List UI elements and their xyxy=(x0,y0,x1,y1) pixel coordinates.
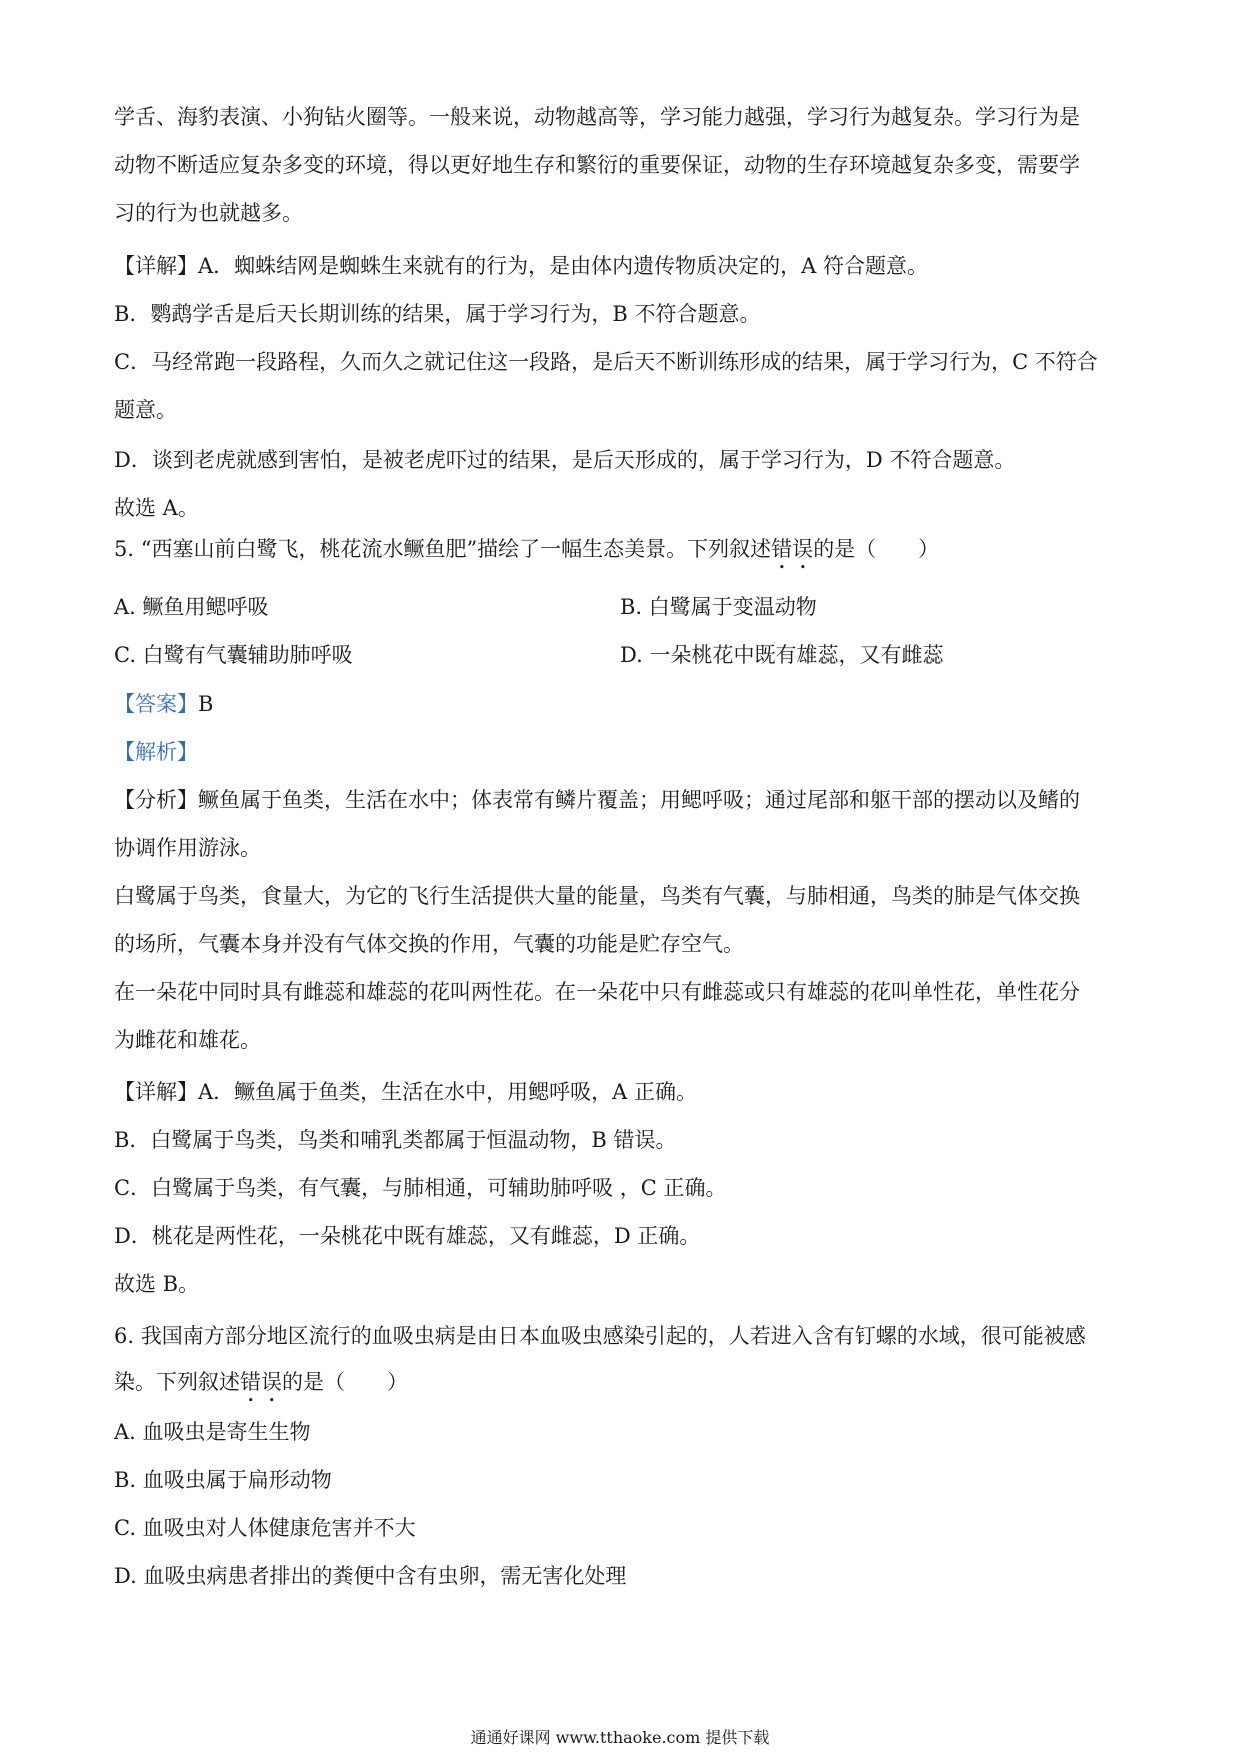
q5-analysis-3b: 为雌花和雄花。 xyxy=(114,1028,261,1052)
q5-detail-a xyxy=(114,1078,697,1106)
q6-stem-prefix: 染。下列叙述 xyxy=(114,1370,240,1394)
q5-detail-d: D．桃花是两性花，一朵桃花中既有雄蕊，又有雌蕊，D 正确。 xyxy=(114,1224,701,1248)
q5-analysis-label xyxy=(114,738,198,766)
q6-stem-suffix: 的是（ ） xyxy=(282,1370,408,1394)
analysis-label: 【解析】 xyxy=(114,740,198,764)
q5-analysis-1a xyxy=(114,786,1080,814)
page-footer: 通通好课网 www.tthaoke.com 提供下载 xyxy=(470,1728,770,1747)
q5-detail-b: B．白鹭属于鸟类，鸟类和哺乳类都属于恒温动物，B 错误。 xyxy=(114,1128,677,1152)
q4-intro-line-3: 习的行为也就越多。 xyxy=(114,201,303,225)
q5-analysis-2b: 的场所，气囊本身并没有气体交换的作用，气囊的功能是贮存空气。 xyxy=(114,932,744,956)
q5-option-c: C. 白鹭有气囊辅助肺呼吸 xyxy=(114,643,353,667)
detail-text: A．鳜鱼属于鱼类，生活在水中，用鳃呼吸，A 正确。 xyxy=(198,1080,698,1104)
q5-answer xyxy=(114,690,213,718)
analysis-text: 鳜鱼属于鱼类，生活在水中；体表常有鳞片覆盖；用鳃呼吸；通过尾部和躯干部的摆动以及鳍的 xyxy=(198,788,1080,812)
q5-stem-emphasis: 错误 xyxy=(771,537,814,561)
q5-option-b: B. 白鹭属于变温动物 xyxy=(620,595,817,619)
q4-intro-line-1: 学舌、海豹表演、小狗钻火圈等。一般来说，动物越高等，学习能力越强，学习行为越复杂。学习行为是 xyxy=(114,105,1080,129)
q4-detail-d: D．谈到老虎就感到害怕，是被老虎吓过的结果，是后天形成的，属于学习行为，D 不符合题意。 xyxy=(114,448,1016,472)
q5-analysis-1b: 协调作用游泳。 xyxy=(114,836,261,860)
q6-option-d: D. 血吸虫病患者排出的粪便中含有虫卵，需无害化处理 xyxy=(114,1564,627,1588)
q5-analysis-3a: 在一朵花中同时具有雌蕊和雄蕊的花叫两性花。在一朵花中只有雌蕊或只有雄蕊的花叫单性花，单性花分 xyxy=(114,980,1080,1004)
q4-detail-c-line-2: 题意。 xyxy=(114,398,177,422)
q5-detail-c: C．白鹭属于鸟类，有气囊，与肺相通，可辅助肺呼吸 ，C 正确。 xyxy=(114,1176,727,1200)
q5-option-a: A. 鳜鱼用鳃呼吸 xyxy=(114,595,269,619)
detail-label: 【详解】 xyxy=(114,254,198,278)
q5-choice: 故选 B。 xyxy=(114,1272,200,1296)
detail-label: 【详解】 xyxy=(114,1080,198,1104)
q6-option-a: A. 血吸虫是寄生生物 xyxy=(114,1420,311,1444)
answer-value: B xyxy=(198,692,214,716)
q5-analysis-2a: 白鹭属于鸟类，食量大，为它的飞行生活提供大量的能量，鸟类有气囊，与肺相通，鸟类的肺是气体交换 xyxy=(114,884,1080,908)
q4-intro-line-2: 动物不断适应复杂多变的环境，得以更好地生存和繁衍的重要保证，动物的生存环境越复杂多变，需要学 xyxy=(114,153,1080,177)
detail-text: A．蜘蛛结网是蜘蛛生来就有的行为，是由体内遗传物质决定的，A 符合题意。 xyxy=(198,254,929,278)
q4-detail-a xyxy=(114,252,928,280)
q5-option-d: D. 一朵桃花中既有雄蕊，又有雌蕊 xyxy=(620,643,944,667)
q5-stem xyxy=(114,535,939,574)
q5-stem-suffix: 的是（ ） xyxy=(813,537,940,561)
q5-stem-prefix: 5. “西塞山前白鹭飞，桃花流水鳜鱼肥”描绘了一幅生态美景。下列叙述 xyxy=(114,537,772,561)
q6-option-b: B. 血吸虫属于扁形动物 xyxy=(114,1468,332,1492)
q4-detail-b: B．鹦鹉学舌是后天长期训练的结果，属于学习行为，B 不符合题意。 xyxy=(114,302,761,326)
answer-label: 【答案】 xyxy=(114,692,198,716)
q6-stem-emphasis: 错误 xyxy=(240,1370,282,1394)
q4-choice: 故选 A。 xyxy=(114,496,199,520)
q4-detail-c-line-1: C．马经常跑一段路程，久而久之就记住这一段路，是后天不断训练形成的结果，属于学习行为，C 不符合 xyxy=(114,350,1098,374)
q6-stem-line-1: 6. 我国南方部分地区流行的血吸虫病是由日本血吸虫感染引起的，人若进入含有钉螺的水域，很可能被感 xyxy=(114,1324,1086,1348)
analysis-heading: 【分析】 xyxy=(114,788,198,812)
q6-option-c: C. 血吸虫对人体健康危害并不大 xyxy=(114,1516,416,1540)
q6-stem-line-2 xyxy=(114,1368,408,1407)
